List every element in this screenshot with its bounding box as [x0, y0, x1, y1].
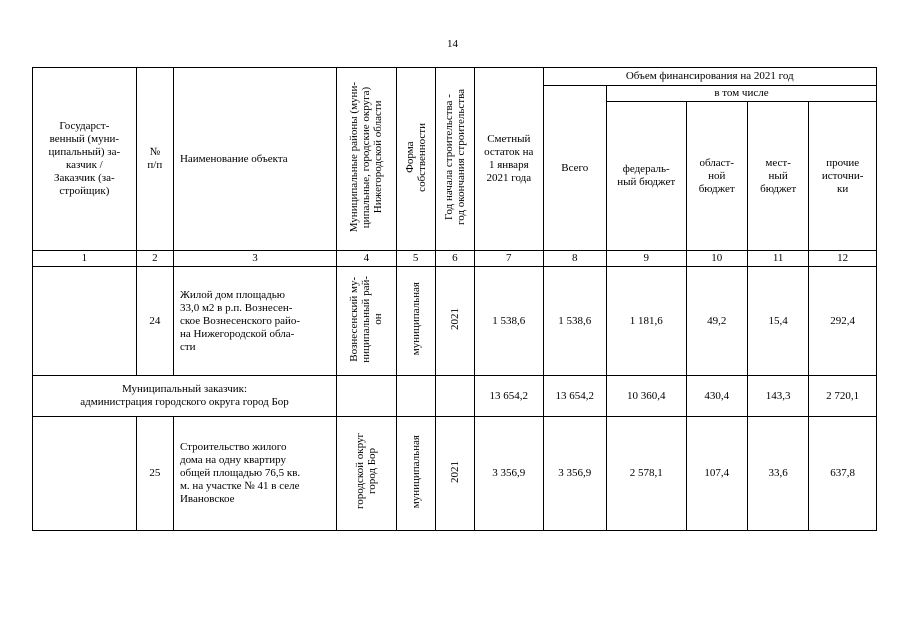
row-years: 2021 — [435, 417, 474, 531]
column-number: 7 — [475, 251, 543, 267]
header-object: Наименование объекта — [173, 68, 336, 251]
header-row-1 — [33, 68, 877, 86]
summary-local: 143,3 — [747, 376, 808, 417]
column-number: 3 — [173, 251, 336, 267]
row-federal: 2 578,1 — [606, 417, 686, 531]
row-customer — [33, 417, 137, 531]
row-local: 15,4 — [747, 267, 808, 376]
row-balance: 3 356,9 — [475, 417, 543, 531]
row-ownership: муниципальная — [396, 417, 435, 531]
column-number: 1 — [33, 251, 137, 267]
row-regional: 107,4 — [686, 417, 747, 531]
summary-ownership — [396, 376, 435, 417]
header-customer: Государст- венный (муни- ципальный) за- казчик / Заказчик (за- стройщик) — [33, 68, 137, 251]
header-other: прочие источни- ки — [809, 102, 877, 251]
row-ownership: муниципальная — [396, 267, 435, 376]
column-number: 12 — [809, 251, 877, 267]
row-district: городской округ город Бор — [337, 417, 396, 531]
summary-total: 13 654,2 — [543, 376, 606, 417]
header-local: мест- ный бюджет — [747, 102, 808, 251]
row-federal: 1 181,6 — [606, 267, 686, 376]
row-local: 33,6 — [747, 417, 808, 531]
financing-table — [32, 67, 877, 531]
row-total: 1 538,6 — [543, 267, 606, 376]
row-object: Строительство жилого дома на одну квартиру общей площадью 76,5 кв. м. на участке № 41 в селе Ивановское — [173, 417, 336, 531]
row-num: 25 — [136, 417, 173, 531]
summary-label: Муниципальный заказчик: администрация городского округа город Бор — [33, 376, 337, 417]
page-number: 14 — [447, 38, 458, 50]
column-number: 2 — [136, 251, 173, 267]
row-balance: 1 538,6 — [475, 267, 543, 376]
row-years: 2021 — [435, 267, 474, 376]
column-number: 8 — [543, 251, 606, 267]
column-number: 9 — [606, 251, 686, 267]
header-including: в том числе — [606, 86, 876, 102]
table-row — [33, 417, 877, 531]
header-ownership: Форма собственности — [396, 68, 435, 251]
column-number: 4 — [337, 251, 396, 267]
column-number: 11 — [747, 251, 808, 267]
header-balance: Сметный остаток на 1 января 2021 года — [475, 68, 543, 251]
header-regional: област- ной бюджет — [686, 102, 747, 251]
header-district: Муниципальные районы (муни- ципальные, городские округа) Нижегородской области — [337, 68, 396, 251]
row-regional: 49,2 — [686, 267, 747, 376]
header-years: Год начала строительства - год окончания строительства — [435, 68, 474, 251]
row-num: 24 — [136, 267, 173, 376]
row-customer — [33, 267, 137, 376]
column-number: 5 — [396, 251, 435, 267]
summary-federal: 10 360,4 — [606, 376, 686, 417]
table-row — [33, 267, 877, 376]
row-district: Вознесенский му- ниципальный рай- он — [337, 267, 396, 376]
header-funding-group: Объем финансирования на 2021 год — [543, 68, 876, 86]
summary-row — [33, 376, 877, 417]
row-other: 637,8 — [809, 417, 877, 531]
column-numbers-row — [33, 251, 877, 267]
summary-balance: 13 654,2 — [475, 376, 543, 417]
header-federal: федераль- ный бюджет — [606, 102, 686, 251]
column-number: 10 — [686, 251, 747, 267]
column-number: 6 — [435, 251, 474, 267]
header-total: Всего — [543, 86, 606, 251]
row-other: 292,4 — [809, 267, 877, 376]
summary-regional: 430,4 — [686, 376, 747, 417]
summary-other: 2 720,1 — [809, 376, 877, 417]
row-object: Жилой дом площадью 33,0 м2 в р.п. Вознесен- ское Вознесенского райо- на Нижегородской обла- сти — [173, 267, 336, 376]
header-num: № п/п — [136, 68, 173, 251]
summary-years — [435, 376, 474, 417]
row-total: 3 356,9 — [543, 417, 606, 531]
summary-district — [337, 376, 396, 417]
